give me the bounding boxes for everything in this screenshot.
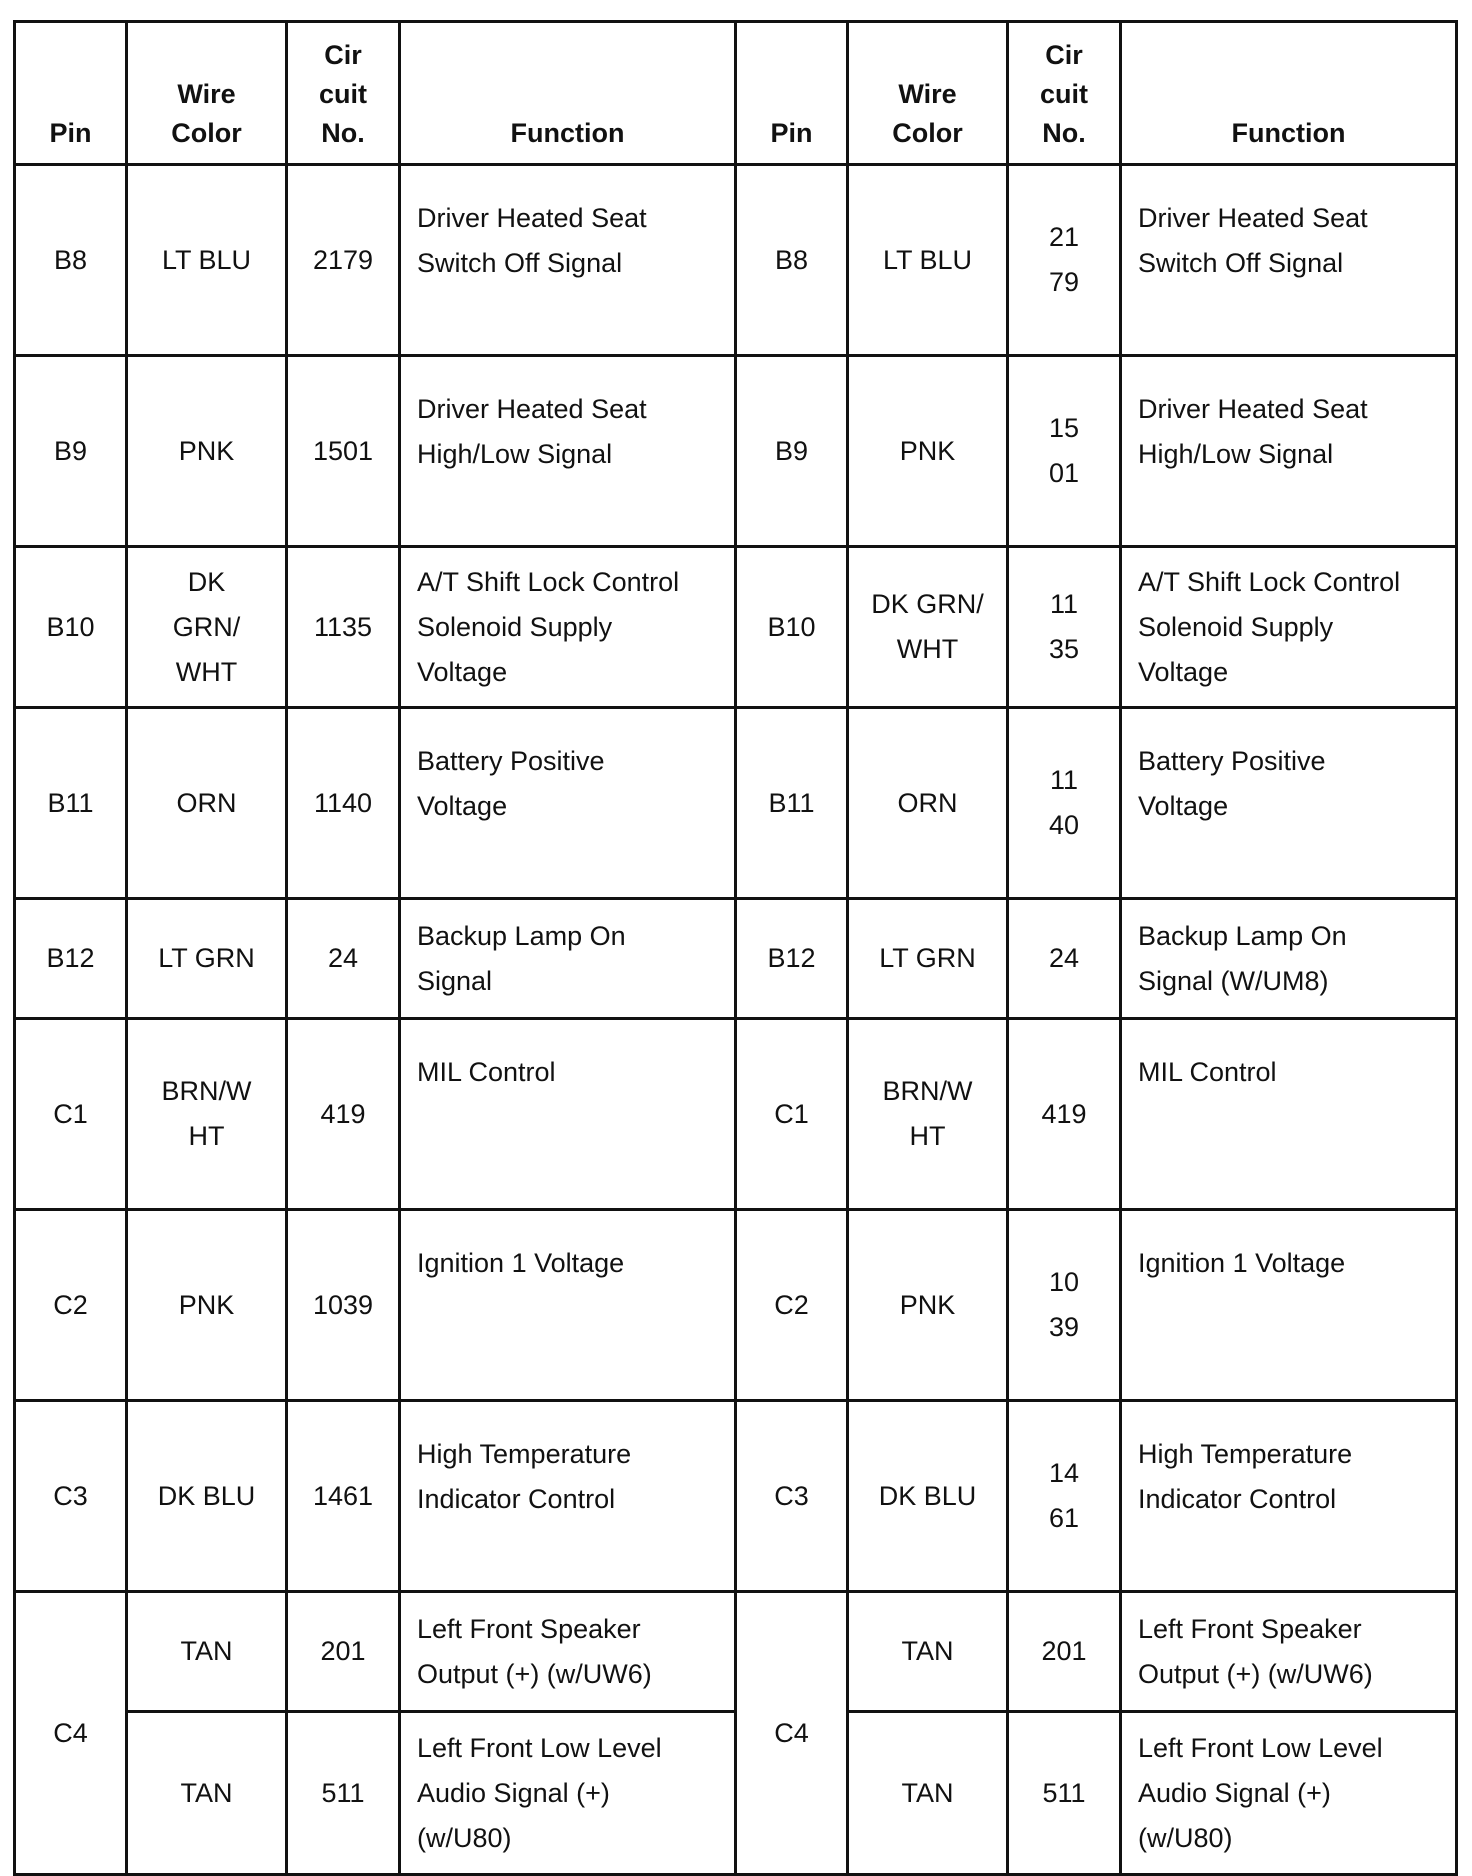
wire-color-cell: TAN (848, 1712, 1008, 1875)
pin-cell: B11 (736, 708, 848, 899)
header-pin: Pin (736, 22, 848, 165)
wire-color-cell: PNK (127, 1210, 287, 1401)
header-pin: Pin (15, 22, 127, 165)
header-function: Function (400, 22, 736, 165)
function-cell: Driver Heated Seat Switch Off Signal (1121, 165, 1457, 356)
circuit-cell: 1501 (287, 356, 400, 547)
function-cell: Backup Lamp On Signal (W/UM8) (1121, 899, 1457, 1019)
wire-color-cell: BRN/W HT (848, 1019, 1008, 1210)
circuit-cell: 11 35 (1008, 547, 1121, 708)
table-row (15, 1210, 1457, 1401)
circuit-cell: 10 39 (1008, 1210, 1121, 1401)
function-cell: Ignition 1 Voltage (1121, 1210, 1457, 1401)
circuit-cell: 24 (1008, 899, 1121, 1019)
circuit-cell: 419 (287, 1019, 400, 1210)
header-row (15, 22, 1457, 165)
wire-color-cell: TAN (127, 1592, 287, 1712)
wire-color-cell: LT BLU (848, 165, 1008, 356)
pin-table-container (13, 20, 1458, 1876)
function-cell: A/T Shift Lock Control Solenoid Supply Voltage (1121, 547, 1457, 708)
wire-color-cell: DK GRN/ WHT (848, 547, 1008, 708)
pin-cell: B9 (15, 356, 127, 547)
function-cell: Left Front Low Level Audio Signal (+) (w/U80) (1121, 1712, 1457, 1875)
header-circuit-no: Cir cuit No. (287, 22, 400, 165)
pin-cell: C3 (15, 1401, 127, 1592)
function-cell: Battery Positive Voltage (1121, 708, 1457, 899)
function-cell: Left Front Speaker Output (+) (w/UW6) (1121, 1592, 1457, 1712)
function-cell: High Temperature Indicator Control (1121, 1401, 1457, 1592)
function-cell: Driver Heated Seat High/Low Signal (400, 356, 736, 547)
function-cell: Battery Positive Voltage (400, 708, 736, 899)
circuit-cell: 14 61 (1008, 1401, 1121, 1592)
table-row (15, 708, 1457, 899)
pin-cell: B8 (15, 165, 127, 356)
circuit-cell: 1039 (287, 1210, 400, 1401)
pin-cell: C2 (736, 1210, 848, 1401)
function-cell: Backup Lamp On Signal (400, 899, 736, 1019)
table-row (15, 356, 1457, 547)
wire-color-cell: LT BLU (127, 165, 287, 356)
wire-color-cell: PNK (848, 1210, 1008, 1401)
function-cell: MIL Control (1121, 1019, 1457, 1210)
wire-color-cell: LT GRN (127, 899, 287, 1019)
wire-color-cell: PNK (848, 356, 1008, 547)
wire-color-cell: TAN (127, 1712, 287, 1875)
wire-color-cell: BRN/W HT (127, 1019, 287, 1210)
function-cell: A/T Shift Lock Control Solenoid Supply Voltage (400, 547, 736, 708)
pin-cell: C4 (15, 1592, 127, 1875)
function-cell: High Temperature Indicator Control (400, 1401, 736, 1592)
pin-cell: B9 (736, 356, 848, 547)
pin-cell: B10 (15, 547, 127, 708)
pin-cell: C1 (736, 1019, 848, 1210)
pin-cell: B12 (736, 899, 848, 1019)
header-wire-color: Wire Color (127, 22, 287, 165)
circuit-cell: 15 01 (1008, 356, 1121, 547)
header-circuit-no: Cir cuit No. (1008, 22, 1121, 165)
pin-cell: B8 (736, 165, 848, 356)
wire-color-cell: ORN (848, 708, 1008, 899)
pin-cell: B10 (736, 547, 848, 708)
table-row (15, 1401, 1457, 1592)
circuit-cell: 511 (287, 1712, 400, 1875)
circuit-cell: 2179 (287, 165, 400, 356)
table-row (15, 1019, 1457, 1210)
circuit-cell: 201 (1008, 1592, 1121, 1712)
connector-pinout-table (13, 20, 1458, 1876)
function-cell: Driver Heated Seat High/Low Signal (1121, 356, 1457, 547)
table-row (15, 547, 1457, 708)
circuit-cell: 511 (1008, 1712, 1121, 1875)
pin-cell: B11 (15, 708, 127, 899)
header-function: Function (1121, 22, 1457, 165)
table-row (15, 1592, 1457, 1712)
circuit-cell: 21 79 (1008, 165, 1121, 356)
circuit-cell: 419 (1008, 1019, 1121, 1210)
function-cell: Left Front Speaker Output (+) (w/UW6) (400, 1592, 736, 1712)
wire-color-cell: DK BLU (848, 1401, 1008, 1592)
wire-color-cell: ORN (127, 708, 287, 899)
wire-color-cell: DK GRN/ WHT (127, 547, 287, 708)
function-cell: Driver Heated Seat Switch Off Signal (400, 165, 736, 356)
wire-color-cell: TAN (848, 1592, 1008, 1712)
pin-cell: C3 (736, 1401, 848, 1592)
pin-cell: C1 (15, 1019, 127, 1210)
table-row (15, 165, 1457, 356)
function-cell: Ignition 1 Voltage (400, 1210, 736, 1401)
circuit-cell: 1135 (287, 547, 400, 708)
wire-color-cell: DK BLU (127, 1401, 287, 1592)
function-cell: Left Front Low Level Audio Signal (+) (w/U80) (400, 1712, 736, 1875)
pin-cell: C4 (736, 1592, 848, 1875)
wire-color-cell: PNK (127, 356, 287, 547)
function-cell: MIL Control (400, 1019, 736, 1210)
wire-color-cell: LT GRN (848, 899, 1008, 1019)
pin-cell: C2 (15, 1210, 127, 1401)
circuit-cell: 201 (287, 1592, 400, 1712)
circuit-cell: 24 (287, 899, 400, 1019)
table-row (15, 899, 1457, 1019)
header-wire-color: Wire Color (848, 22, 1008, 165)
circuit-cell: 1461 (287, 1401, 400, 1592)
pin-cell: B12 (15, 899, 127, 1019)
circuit-cell: 1140 (287, 708, 400, 899)
circuit-cell: 11 40 (1008, 708, 1121, 899)
